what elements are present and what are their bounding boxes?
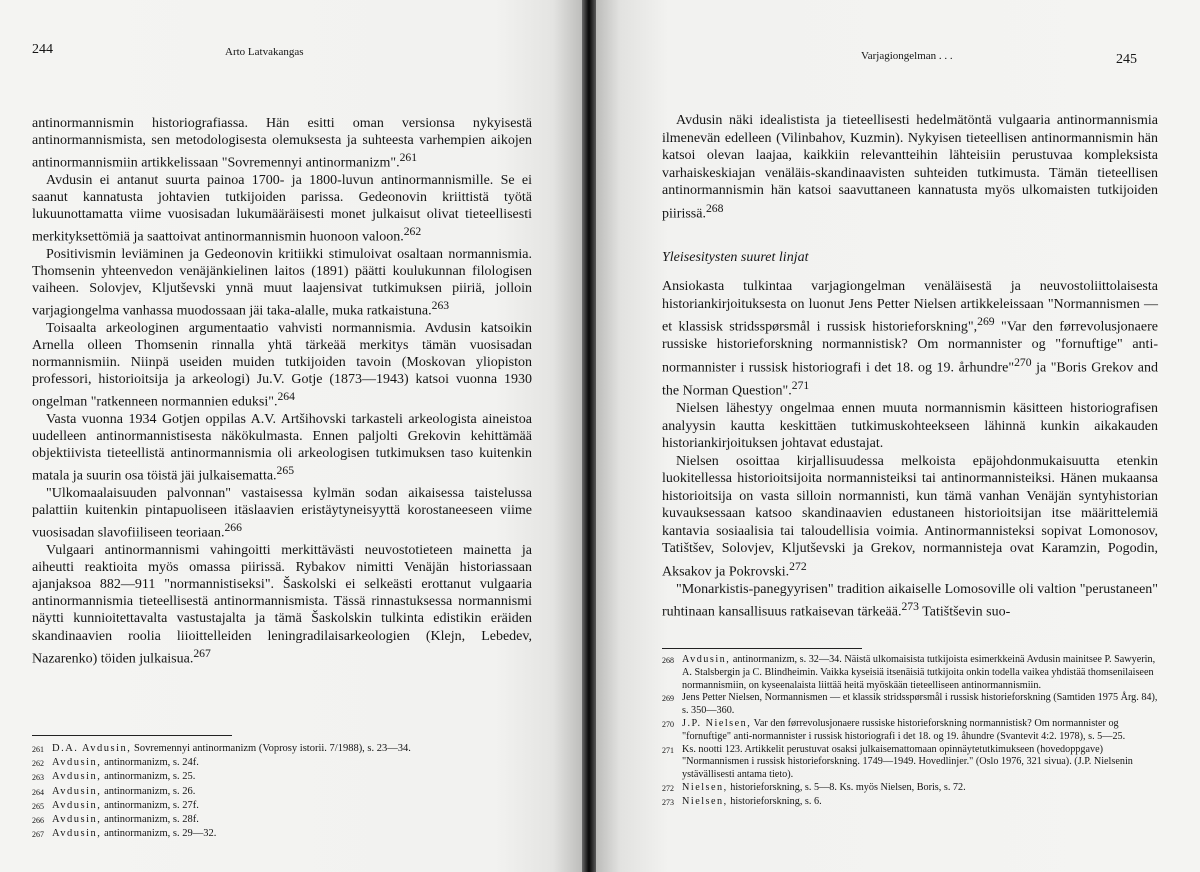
footnote: 262 Avdusin, antinormanizm, s. 24f. — [32, 757, 199, 769]
page-number: 245 — [1116, 52, 1137, 67]
footnote-ref: 270 — [1014, 355, 1032, 369]
paragraph: Vasta vuonna 1934 Gotjen oppilas A.V. Artšihovski tarkasteli arkeologista aineistoa uudelleen antinormannistisesta näkökulmasta. Ennen paljolti Grekovin kehittämää objektiivista tieteellistä antinormannismia oli arkeologisen tutkimuksen taso kuitenkin matala ja suurin osa töistä jäi julkaisematta.$^{265}$ — [32, 412, 532, 485]
footnote-ref: 263 — [431, 299, 450, 313]
footnote: 267 Avdusin, antinormanizm, s. 29—32. — [32, 828, 217, 840]
footnote: 263 Avdusin, antinormanizm, s. 25. — [32, 771, 196, 783]
left-page — [0, 0, 582, 872]
footnote: 271 Ks. nootti 123. Artikkelit perustuvat osaksi julkaisemattomaan opinnäytetutkimukseen (hovedoppgave) "Normannismen i russisk historieforskning. 1749—1949. Hovedlinjer." (Oslo 1976, 321 sivua). (J.P. Nielsenin ystävällisesti antama tieto). — [662, 743, 1133, 781]
paragraph: Ansiokasta tulkintaa varjagiongelman venäläisestä ja neuvostoliittolaisesta historiankirjoituksesta on luonut Jens Petter Nielsen artikkeleissaan "Normannismen — et klassisk stridsspørsmål i russisk historieforskning",$^{269}$ "Var den førrevolusjonaere russiske historieforskning normannistisk? Om normannister og "fornuftige" anti-normannister i russisk historiografi i det 18. og 19. århundre"$^{270}$ ja "Boris Grekov and the Norman Question".$^{271}$ — [662, 279, 1159, 399]
footnote: 269 Jens Petter Nielsen, Normannismen — et klassik stridsspørsmål i russisk historieforskning (Samtiden 1975 Årg. 84), s. 350—360. — [662, 692, 1158, 717]
paragraph: Avdusin ei antanut suurta painoa 1700- ja 1800-luvun antinormannismille. Se ei saanut kannatusta johtavien tutkijoiden parissa. Gedeonovin kriittistä työtä lukuunottamatta viime vuosisadan lukumääräisesti monet julkaisut olivat tieteellisesti merkityksettömiä ja saattoivat antinormannismin huonoon valoon.$^{262}$ — [32, 172, 532, 245]
paragraph: Vulgaari antinormannismi vahingoitti merkittävästi neuvostotieteen mainetta ja aiheutti reaktioita myös omassa piirissä. Rybakov nimitti Venäjän historiassaan ajanjaksoa 882—911 "normannistiseksi". Šaskolski ei selkeästi erottanut vulgaaria antinormannismia tieteellisestä antinormannismista. Tässä rinnastuksessa normannismi näytti kunnioitettavalta vastustajalta ja tämä Šaskolskin tulkinta edistikin eräiden skandinaavien roolia liioittelleiden leningradilaisarkeologien (Klejn, Lebedev, Nazarenko) töiden julkaisua.$^{267}$ — [32, 543, 532, 667]
page-number: 244 — [32, 42, 53, 57]
footnote: 268 Avdusin, antinormanizm, s. 32—34. Näistä ulkomaisista tutkijoista esimerkkeinä Avdusin mainitsee P. Sawyerin, A. Stalsbergin ja C. Blindheimin. Vaikka kyseisiä itsenäisiä tutkijoita onkin todella vaikea yhdistää thomsenilaiseen normannismiin, on kyseenalaista liittää heitä myöskään tieteelliseen antinormannismiin. — [662, 654, 1156, 691]
running-head: Arto Latvakangas — [225, 46, 304, 58]
footnote: 264 Avdusin, antinormanizm, s. 26. — [32, 785, 196, 797]
paragraph: "Ulkomaalaisuuden palvonnan" vastaisessa kylmän sodan aikaisessa taistelussa palattiin kuitenkin pintapuoliseen itäslaavien eristäytyneisyyttä korostaneeseen viime vuosisadan slavofiiliseen teoriaan.$^{266}$ — [32, 486, 532, 541]
paragraph: Positivismin leviäminen ja Gedeonovin kritiikki stimuloivat osaltaan normannismia. Thomsenin yhteenvedon venäjänkielinen laitos (1891) päätti koulukunnan filologisen vaiheen. Solovjev, Kljutševski ynnä muut laajensivat tutkimuksen piiriä, jolloin varjagiongelma vanhassa muodossaan jäi taka-alalle, muka ratkaistuna.$^{263}$ — [32, 246, 532, 319]
running-head: Varjagiongelman . . . — [861, 50, 953, 62]
footnote-ref: 268 — [705, 201, 724, 215]
paragraph: "Monarkistis-panegyyrisen" tradition aikaiselle Lomosoville oli valtion "perustaneen" ruhtinaan kansallisuus ratkaisevan tärkeää.$^{273}$ Tatištševin suo- — [662, 581, 1158, 620]
right-page — [596, 0, 1200, 872]
footnote-ref: 272 — [789, 559, 807, 573]
footnote: 270 J.P. Nielsen, Var den førrevolusjonaere russiske historieforskning normannistisk? Om normannister og "fornuftige" anti-normannister i russisk historiografi i det 18. og 19. åhundre (Svantevit 4:2. 1978), s. 5—25. — [662, 717, 1126, 742]
paragraph: Nielsen lähestyy ongelmaa ennen muuta normannismin käsitteen historiografisen analyysin kautta keskittäen tutkimuskohteekseen lähinnä kunkin aikakauden historiankirjoituksen johtavat edustajat. — [662, 401, 1158, 452]
footnotes — [32, 742, 532, 841]
footnote: 273 Nielsen, historieforskning, s. 6. — [662, 795, 822, 807]
paragraph: Nielsen osoittaa kirjallisuudessa melkoista epäjohdonmukaisuutta etenkin luokitellessa historioitsijoita normannisteiksi tai antinormannisteiksi. Hänen mukaansa historioitsija on vasta silloin normannisti, kun tämä vanhan Venäjän syntyhistorian kuvauksessaan katsoo skandinaavien edustaneen historioitsijan itse määrittelemiä kantavia sosiaalisia tai taloudellisia voimia. Antinormannisteksi sopivat Lomonosov, Tatištšev, Solovjev, Kljutševski ja Grekov, normannisteja ovat Karamzin, Pogodin, Aksakov ja Pokrovski.$^{272}$ — [662, 453, 1158, 580]
footnote: 261 D.A. Avdusin, Sovremennyi antinormanizm (Voprosy istorii. 7/1988), s. 23—34. — [32, 743, 411, 754]
paragraph: Avdusin näki idealistista ja tieteellisesti hedelmätöntä vulgaaria antinormannismia ilmenevän edelleen (Vilinbahov, Kuzmin). Nykyisen tieteellisen antinormannismin hän katsoi olevan laajaa, kaikkiin relevantteihin lähteisiin perustuvaa kompleksista varhaiskeskiajan venäläis-skandinaavisten suhteiden tutkimusta. Tämän tieteellisen antinormannismin hän katsoi saavuttaneen kannatusta myös ulkomaisten tutkijoiden piirissä.$^{268}$ — [662, 113, 1158, 222]
book-gutter — [582, 0, 596, 872]
paragraph: antinormannismin historiografiassa. Hän esitti oman versionsa nykyisestä antinormannismista, sen metodologisesta olemuksesta ja suhteesta varhempien aikojen antinormannismiin artikkelissaan "Sovremennyi antinormanizm".$^{261}$ — [32, 116, 532, 171]
footnote: 265 Avdusin, antinormanizm, s. 27f. — [32, 799, 199, 811]
paragraph: Toisaalta arkeologinen argumentaatio vahvisti normannismia. Avdusin katsoikin Arnella olleen Thomsenin rinnalla yhtä tärkeää merkitys tämän vuosisadan normannismiin. Niinpä useiden muiden tutkijoiden tavoin (Moskovan yliopiston professori, historioitsija ja arkeologi) Ju.V. Gotje (1873—1943) katsoi vuonna 1930 ongelman "ratkenneen normannien eduksi".$^{264}$ — [32, 321, 532, 411]
footnote-ref: 267 — [193, 646, 211, 660]
footnote-ref: 271 — [791, 378, 810, 392]
footnote-ref: 262 — [403, 225, 422, 239]
footnote-divider — [32, 735, 232, 736]
section-heading: Yleisesitysten suuret linjat — [662, 249, 809, 265]
footnote-ref: 265 — [276, 464, 295, 478]
footnote: 266 Avdusin, antinormanizm, s. 28f. — [32, 814, 199, 826]
footnote-ref: 273 — [901, 600, 919, 614]
body-text — [32, 115, 532, 667]
footnote-divider — [662, 648, 862, 649]
footnotes — [662, 654, 1158, 810]
footnote-ref: 261 — [399, 151, 418, 165]
footnote: 272 Nielsen, historieforskning, s. 5—8. Ks. myös Nielsen, Boris, s. 72. — [662, 781, 966, 793]
footnote-ref: 266 — [224, 521, 242, 535]
footnote-ref: 269 — [977, 315, 995, 329]
footnote-ref: 264 — [277, 390, 295, 404]
body-text — [662, 112, 1158, 621]
